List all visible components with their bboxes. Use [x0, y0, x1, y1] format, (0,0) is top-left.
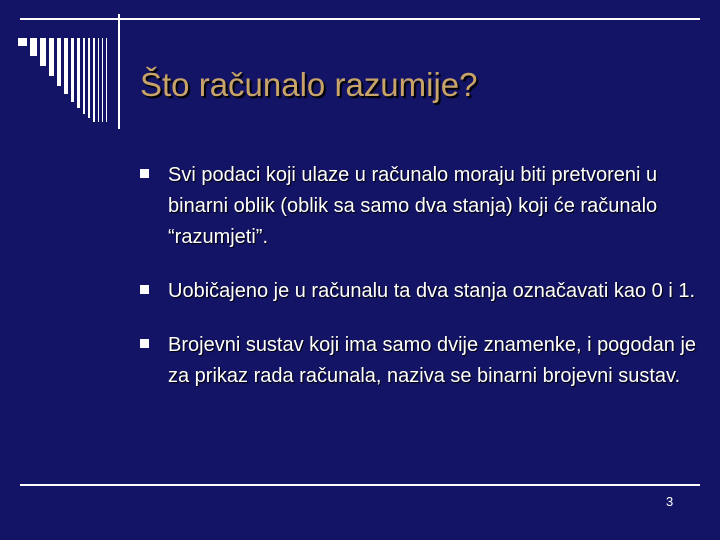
bullet-item [138, 276, 698, 307]
bullet-text: Uobičajeno je u računalu ta dva stanja označavati kao 0 i 1. [168, 280, 696, 302]
square-bullet-icon [140, 169, 149, 178]
bullet-list [138, 160, 698, 415]
vertical-divider [118, 14, 120, 129]
page-number: 3 [666, 494, 674, 509]
bullet-item [138, 330, 698, 392]
bullet-item [138, 160, 698, 253]
bullet-text: Brojevni sustav koji ima samo dvije znamenke, i pogodan je za prikaz rada računala, naziva se binarni brojevni sustav. [168, 334, 697, 387]
bullet-text: Svi podaci koji ulaze u računalo moraju biti pretvoreni u binarni oblik (oblik sa samo dva stanja) koji će računalo “razumjeti”. [168, 164, 658, 248]
decorative-stripes [18, 38, 118, 122]
square-bullet-icon [140, 339, 149, 348]
slide-title: Što računalo razumije? [140, 66, 478, 103]
top-divider [20, 18, 700, 20]
bottom-divider [20, 484, 700, 486]
square-bullet-icon [140, 285, 149, 294]
